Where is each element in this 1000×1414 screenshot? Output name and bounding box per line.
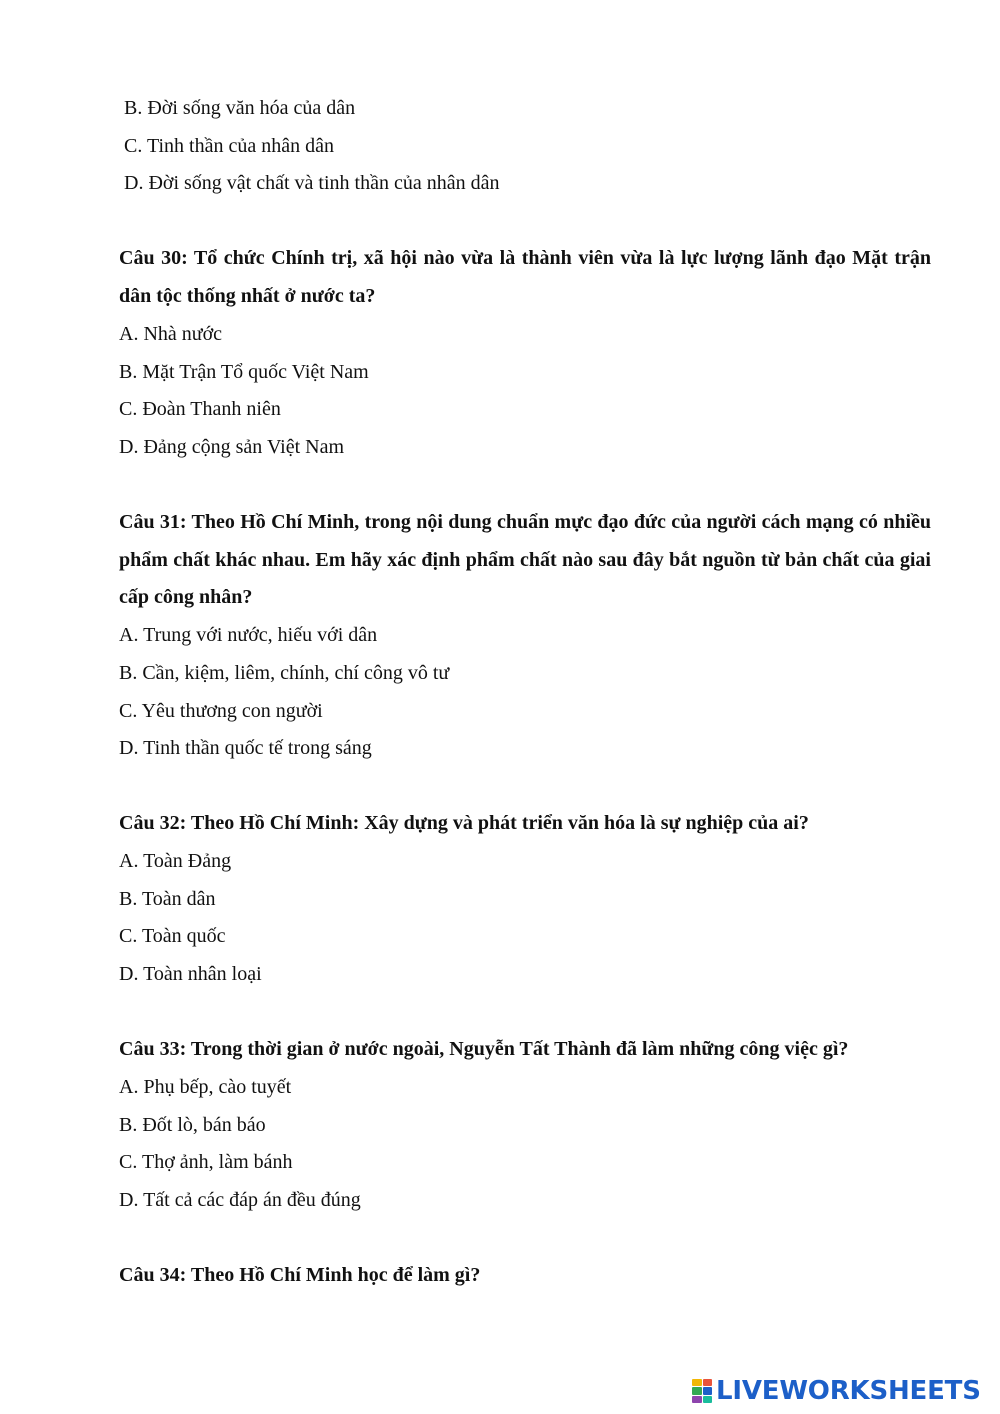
logo-mark-cell bbox=[692, 1387, 702, 1394]
question-31-text: Câu 31: Theo Hồ Chí Minh, trong nội dung chuẩn mực đạo đức của người cách mạng có nhiều phẩm chất khác nhau. Em hãy xác định phẩm chất nào sau đây bắt nguồn từ bản chất của giai cấp công nhân? bbox=[119, 511, 931, 609]
option-text: C. Tinh thần của nhân dân bbox=[124, 135, 334, 157]
option-text: D. Tinh thần quốc tế trong sáng bbox=[119, 737, 372, 759]
logo-mark-cell bbox=[703, 1379, 713, 1386]
option-text: C. Thợ ảnh, làm bánh bbox=[119, 1151, 293, 1173]
option-text: A. Nhà nước bbox=[119, 323, 223, 345]
option-text: A. Phụ bếp, cào tuyết bbox=[119, 1076, 292, 1098]
question-32-text: Câu 32: Theo Hồ Chí Minh: Xây dựng và phát triển văn hóa là sự nghiệp của ai? bbox=[119, 812, 809, 834]
option-text: D. Đảng cộng sản Việt Nam bbox=[119, 436, 345, 458]
logo-mark-icon bbox=[692, 1379, 712, 1403]
option-text: C. Yêu thương con người bbox=[119, 700, 323, 722]
question-33-text: Câu 33: Trong thời gian ở nước ngoài, Nguyễn Tất Thành đã làm những công việc gì? bbox=[119, 1038, 849, 1060]
logo-mark-cell bbox=[692, 1396, 702, 1403]
option-text: A. Toàn Đảng bbox=[119, 850, 232, 872]
option-text: C. Đoàn Thanh niên bbox=[119, 398, 281, 420]
option-text: D. Đời sống vật chất và tinh thần của nhân dân bbox=[124, 172, 500, 194]
option-text: C. Toàn quốc bbox=[119, 925, 226, 947]
option-text: B. Mặt Trận Tổ quốc Việt Nam bbox=[119, 361, 369, 383]
option-text: B. Đốt lò, bán báo bbox=[119, 1114, 266, 1136]
option-text: B. Toàn dân bbox=[119, 888, 216, 910]
option-text: A. Trung với nước, hiếu với dân bbox=[119, 624, 378, 646]
option-text: D. Toàn nhân loại bbox=[119, 963, 262, 985]
logo-text: LIVEWORKSHEETS bbox=[716, 1376, 981, 1406]
question-34-text: Câu 34: Theo Hồ Chí Minh học để làm gì? bbox=[119, 1264, 481, 1286]
logo-mark-cell bbox=[703, 1387, 713, 1394]
option-text: B. Cần, kiệm, liêm, chính, chí công vô tư bbox=[119, 662, 450, 684]
logo-mark-cell bbox=[692, 1379, 702, 1386]
logo-mark-cell bbox=[703, 1396, 713, 1403]
question-30-text: Câu 30: Tổ chức Chính trị, xã hội nào vừa là thành viên vừa là lực lượng lãnh đạo Mặt trận dân tộc thống nhất ở nước ta? bbox=[119, 247, 931, 307]
option-text: D. Tất cả các đáp án đều đúng bbox=[119, 1189, 361, 1211]
liveworksheets-logo bbox=[692, 1374, 981, 1408]
option-text: B. Đời sống văn hóa của dân bbox=[124, 97, 356, 119]
